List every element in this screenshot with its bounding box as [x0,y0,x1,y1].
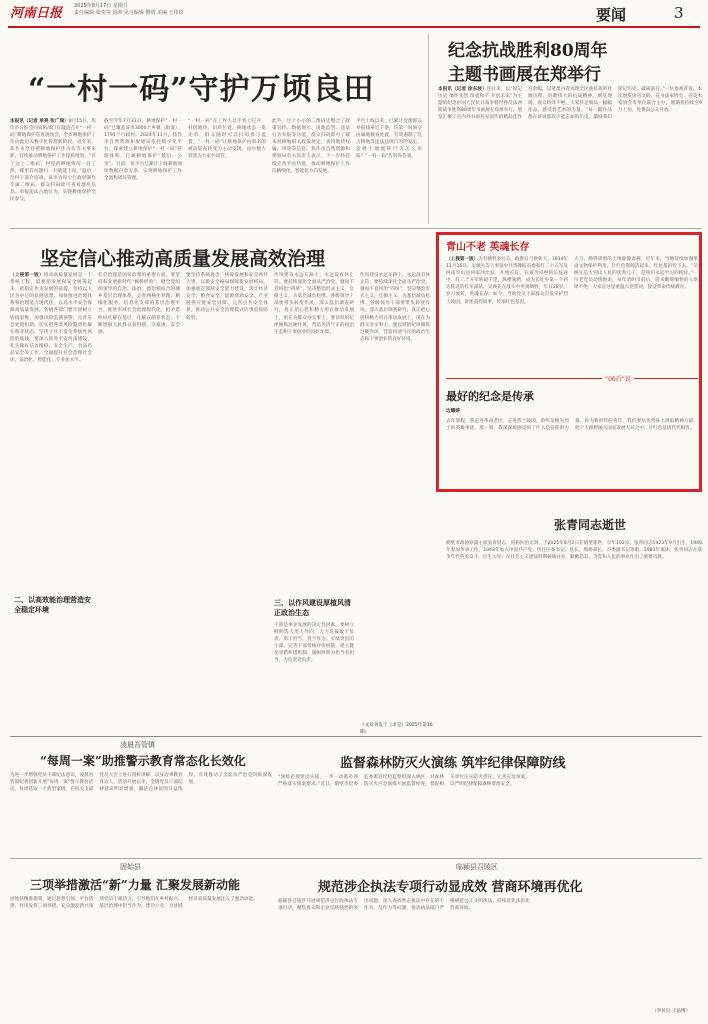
main-subhead-governance: 二、以高效能治理营造安全稳定环境 [14,595,94,615]
bottom-section-rule [10,736,702,737]
newspaper-logo: 河南日报 [10,6,63,21]
main-footnote: （文章刊发于《求是》2025年第16期） [360,723,433,735]
main-subhead-conduct: 三、以作风建设厚植风清正政治生态 [274,598,351,617]
feature-headline: 青山不老 英魂长存 [446,242,530,253]
main-body-col4b: 干部是事业发展的决定性因素。要树立鲜明选人用人导向，大力选拔敢于负责、勇于担当、善于作为、实绩突出的干部。完善干部考核评价机制，建立健全容错纠错机制，旗帜鲜明为担当者担当、为负责者负责。 [274,623,354,664]
main-body-col1: （上接第一版）推动高质量发展是一个系统工程，需要把发展和安全统筹起来，把稳定作为发展的前提，坚持以人民为中心的发展思想，加快推进治理体系和治理能力现代化，以高水平安全保障高质量发展。各级各部门要牢固树立底线思维，加强风险监测预警，完善应急处置机制，切实把各类风险隐患化解在萌芽状态，坚决守住不发生系统性风险的底线。要深入推进平安河南建设，扎实做好信访维稳、安全生产、食品药品安全等工作，全面提升社会治理社会化、法治化、智能化、专业化水平。 [10,273,92,364]
bottom-left-category: 凌晨吾管镇 [120,741,155,749]
article-body-col1: 本报讯（记者 单亮 张广瑞）8月15日，焦作市日报会同农机部门在温县召开“一村一码”耕地保护巡查现场会，全市耕地保护工作由此迈入数字化管理新阶段。近年来，焦作市坚持把耕地保护作为头等大事来抓，持续推动耕地保护工作提质增效。“有了这个二维码，村里的耕地情况一目了然，哪里有问题扫一扫就能上报。”温县一位村干部介绍说。该市为每个行政村制作专属二维码，群众扫码即可查看地块信息、举报违法占地行为，实现耕地保护全民参与。 [10,119,96,203]
masthead-rule [8,26,700,28]
article-body-col5: 平台上线以来，已累计受理群众举报线索近千条，均第一时间交由属地核查处置，有效遏制了乱占耕地等违法违规行为的发生。发展土地流转行为怎么举报？“一村一码”告诉你答案。 [356,119,422,160]
exhibition-article-body: 本报讯（记者 徐东坡）连日来，以“铭记历史 缅怀先烈 珍爱和平 开创未来”为主题的纪念中国人民抗日战争暨世界反法西斯战争胜利80周年书画展在郑州举行。展览汇聚了省内外书画名家创作的精品佳作百余幅，以笔墨丹青再现全民族抗战的壮阔历程，讴歌伟大的抗战精神。展览现场，观众络绎不绝，大家驻足细品一幅幅作品，感受着艺术的力量。“每一幅作品都在诉说那段不能忘却的历史，激励我们铭记历史、砥砺前行。”一位参观者说。本次展览由省文联、省书法家协会、省美术家协会等单位联合主办，展期将持续至9月上旬，免费向公众开放。 [438,87,702,121]
editor-credits: 责任编辑 梁莹莹 刘鸿 见习编辑 樊靖 美编 王伟宾 [74,10,184,16]
issue-date: 2025年8月17日 星期日 [74,3,128,9]
section-title: 要闻 [596,6,627,24]
article-headline-village-code: “一村一码”守护万顷良田 [28,72,375,107]
bottom-rule-2 [10,858,702,859]
bottom-left-body: 为进一步增强党员干部纪法意识，凌晨吾管镇纪委创新开展“每周一案”警示教育活动，每周选取一个典型案例，在机关支部党员大会上进行剖析讲解，以身边事教育身边人。活动开展以来，全镇党员干部纪律意识明显增强，廉洁自律氛围日益浓厚，有效推动了全面从严治党向纵深发展。 [10,773,272,793]
column-divider [428,34,429,224]
masthead-meta [74,3,254,17]
youth-headline: 最好的纪念是传承 [446,390,534,403]
bottom-mid-headline: 监督森林防灭火演练 筑牢纪律保障防线 [340,756,566,771]
obituary-body: 鹤壁市政协原副主席张青同志，因病医治无效，于2025年8月2日在鹤壁逝世，享年102岁。张青同志1923年9月出生，1940年参加革命工作，1943年加入中国共产党。历任区委书记、县长、地委部长、市委副书记等职。1983年离休。张青同志在战争年代英勇奋斗，出生入死；在社会主义建设时期兢兢业业，勤勤恳恳，为党和人民的事业作出了重要贡献。 [446,541,702,561]
exhibition-headline-line1: 纪念抗战胜利80周年 [448,41,608,61]
article-body-col4: 此外，这个小小的二维码还整合了政策宣传、数据展示、用地监管、违法行为举报等功能，群众扫码即可了解本村耕地相关政策规定，查询地块权属、用途等信息。焦作市自然资源和规划局有关负责人表示，下一步将持续完善平台功能，推动耕地保护工作向精细化、智能化方向发展。 [272,119,350,174]
page-number: 3 [674,4,684,22]
main-body-col4: 作风建设永远在路上，永远没有休止符。要持续深化全面从严治党，驰而不息纠治“四风”，坚决整治形式主义、官僚主义，为基层减负松绑。各级领导干部要带头转变作风，深入基层调查研究，真正把心思和精力用在推动发展上，用在为群众办实事上。要以铁的纪律锤炼过硬作风，营造风清气正的政治生态和干事创业的良好环境。 [274,273,354,335]
bottom-left2-headline: 三项举措激活“新”力量 汇聚发展新动能 [30,878,240,892]
bottom-left2-category: 固始县 [120,863,141,871]
exhibition-headline-line2: 主题书画展在郑举行 [448,65,601,85]
obituary-headline: 张青同志逝世 [554,518,627,532]
bottom-left2-body: 固始县精准施策，通过思想引领、平台搭建、作用发挥三项举措，充分激发新兴领域党员干部活力，引导他们在乡村振兴、基层治理中担当作为、建功立业，为县域经济高质量发展注入了强劲动能。 [10,897,258,910]
article-body-col2: 截至今年7月31日，耕地保护“一村一码”已覆盖该市3000个乡镇（街道），1791个行政村。2024年11月，焦作市自然资源和规划局依托数字化平台，探索建立耕地保护“一村一码”管理体系，打通耕地保护“最后一公里”。目前，该平台已累计上线耕地图斑数据百余万条，实现耕地保护工作全流程闭环管理。 [104,119,182,181]
feature-divider [446,378,698,379]
bottom-right-body: 临颍县召陵区开展规范涉企行政执法专项行动，聚焦群众和企业反映强烈的突出问题，深入查找涉企执法中存在的不作为、乱作为等问题，推动执法部门严格规范公正文明执法，持续优化法治化营商环境。 [278,899,530,912]
bottom-mid-body: “演练必须突出实战，一步一动都必须严格落实预案要求。”近日，鹤壁市纪委监委派驻纪检监察组深入林区，对森林防灭火应急演练开展监督检查，督促相关单位压实防火责任，完善应急预案，以严明纪律保障森林资源安全。 [278,775,530,788]
youth-author: 边耀婷 [446,409,460,414]
feature-body-right: 大刀，腾得周围的土地静静肃穆。近年来，当地持续加强革命文物保护利用，让红色资源活起来、红色基因传下去。“吴焕先是大别山人民的优秀儿子，是我们永远学习的榜样。”一位老党员动情地说，每年清明节前后，前来瞻仰缅怀的人络绎不绝，大家在这里重温入党誓词，接受革命传统教育。 [574,257,698,291]
main-body-col5: 作风建设永远在路上，永远没有休止符。要持续深化全面从严治党，驰而不息纠治“四风”，坚决整治形式主义、官僚主义，为基层减负松绑。各级领导干部要带头转变作风，深入基层调查研究，真正把心思和精力用在推动发展上，用在为群众办实事上。要以铁的纪律锤炼过硬作风，营造风清气正的政治生态和干事创业的良好环境。 [360,273,430,342]
main-headline: 坚定信心推动高质量发展高效治理 [40,248,326,270]
youth-body: 去年暑假，我走进革命老区，走进烈士陵园，聆听吴焕先烈士的英雄事迹。那一刻，我深深地感受到了什么是信仰的力量。作为新时代的青年，我们要从英烈身上汲取精神力量，把个人理想融入国家发展大局之中，让红色基因代代相传。 [446,419,698,432]
main-body-col2: 社会治理是国家治理的重要方面。要坚持和发展新时代“枫桥经验”，健全党组织领导的自治、法治、德治相结合的城乡基层治理体系，完善网格化管理、精细化服务、信息化支撑的基层治理平台。推进市域社会治理现代化，把矛盾纠纷化解在基层、化解在萌芽状态，不断增强人民群众获得感、幸福感、安全感。 [98,273,180,335]
section-rule [10,228,702,229]
feature-body-left: （上接第一版）为有牺牲多壮志，敢教日月换新天。1934年11月16日，吴焕先等人率领中共鄂豫皖省委和红二十五军从河南罗山县何家冲出发，开始长征。在艰苦卓绝的长征途中，红二十五军转战千里，纵横驰骋，成为长征中第一个到达陕北的红军部队。吴焕先在战斗中英勇牺牲，年仅28岁。岁月流转，英魂长存。如今，当地党员干部群众自发守护烈士陵园，讲述英烈故事，传承红色基因。 [446,257,568,305]
main-body-col3: 要坚持系统观念，统筹发展和安全两件大事，以新安全格局保障新发展格局。加强重点领域安全能力建设，筑牢经济安全、粮食安全、能源资源安全、产业链供应链安全屏障。完善公共安全体系，推动公共安全治理模式向事前预防转型。 [186,273,268,321]
youth-tag: “00后”说 [602,374,634,383]
bottom-right-category: 临颍县召陵区 [456,863,498,871]
bottom-left-headline: “每周一案”助推警示教育常态化长效化 [40,754,246,768]
article-body-col3: “一村一码”在工作人员手机上打开，村组地块、田块位置、耕地状态一览无余，群众随时可以扫码参与监督。“一村一码”让耕地保护由原来的被动巡查转变为主动发现，由少数人管变为大家共同管。 [188,119,266,160]
bottom-right-sign: （李贝贝 王站博） [652,1009,691,1014]
bottom-right-headline: 规范涉企执法专项行动显成效 营商环境再优化 [318,880,583,895]
